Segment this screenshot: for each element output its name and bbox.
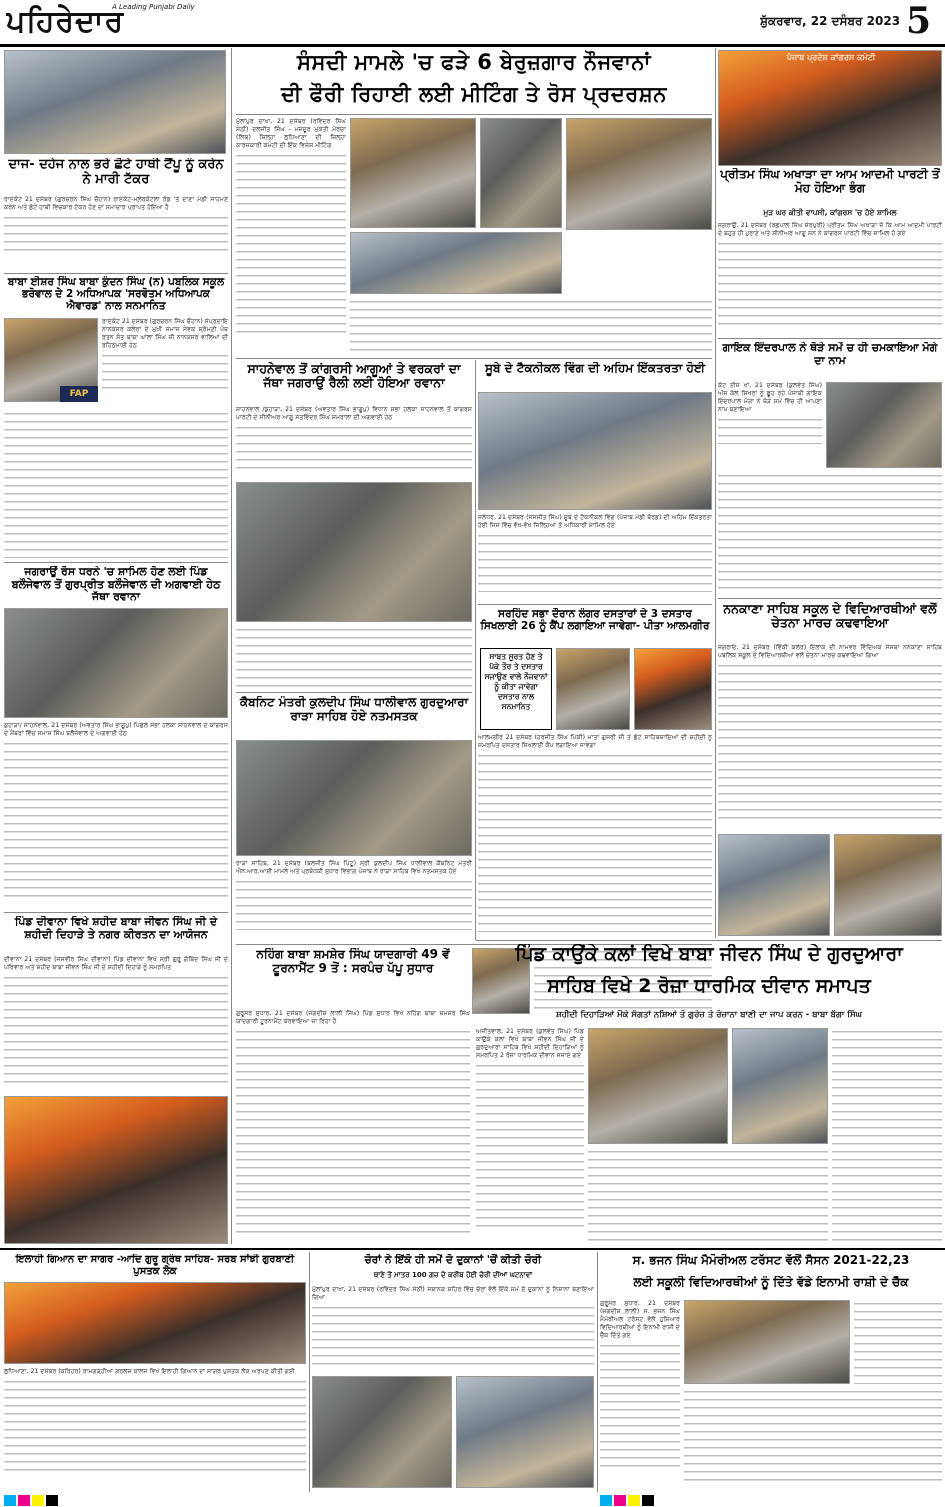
story-akhara-headline: ਪ੍ਰੀਤਮ ਸਿੰਘ ਅਖਾੜਾ ਦਾ ਆਮ ਆਦਮੀ ਪਾਰਟੀ ਤੋਂ ਮੋਹ ਹੋਇਆ ਭੰਗ bbox=[720, 168, 940, 195]
chetna-march-photo-2 bbox=[834, 834, 942, 936]
registration-marks-right bbox=[600, 1492, 680, 1506]
text-block bbox=[4, 974, 228, 1084]
story-trust-headline-line2: ਲਈ ਸਕੂਲੀ ਵਿਦਿਆਰਥੀਆਂ ਨੂੰ ਦਿੱਤੇ ਵੱਡੇ ਇਨਾਮੀ ਰਾਸ਼ੀ ਦੇ ਚੈੱਕ bbox=[633, 1276, 909, 1289]
banner-headline-line2: ਸਾਹਿਬ ਵਿਖੇ 2 ਰੋਜ਼ਾ ਧਾਰਮਿਕ ਦੀਵਾਨ ਸਮਾਪਤ bbox=[547, 976, 871, 997]
theft-shop-photo-2 bbox=[456, 1376, 594, 1488]
story-theft-headline: ਚੋਰਾਂ ਨੇ ਇੱਕੋ ਹੀ ਸਮੇਂ ਦੋ ਦੁਕਾਨਾਂ 'ਚੋਂ ਕੀਤੀ ਚੋਰੀ bbox=[364, 1254, 542, 1266]
story-tempo-body bbox=[4, 196, 228, 270]
singer-inderpal-photo bbox=[826, 382, 942, 468]
banner-headline-line1: ਪਿੰਡ ਕਾਉਂਕੇ ਕਲਾਂ ਵਿਖੇ ਬਾਬਾ ਜੀਵਨ ਸਿੰਘ ਦੇ ਗੁਰਦੁਆਰਾ bbox=[515, 944, 903, 965]
column-rule bbox=[715, 48, 716, 938]
page-number: 5 bbox=[906, 0, 932, 42]
akhara-congress-photo bbox=[718, 50, 942, 166]
text-block bbox=[478, 752, 712, 932]
masthead-logo: ਪਹਿਰੇਦਾਰ bbox=[6, 4, 125, 39]
protest-photo-3 bbox=[350, 232, 562, 294]
story-sahnewal-headline: ਸਾਹਨੇਵਾਲ ਤੋਂ ਕਾਂਗਰਸੀ ਆਗੂਆਂ ਤੇ ਵਰਕਰਾਂ ਦਾ ਜੱਥਾ ਜਗਰਾਉਂ ਰੈਲੀ ਲਈ ਹੋਇਆ ਰਵਾਨਾ bbox=[247, 362, 461, 391]
story-granth-headline: ਇਲਾਹੀ ਗਿਆਨ ਦਾ ਸਾਗਰ -ਆਦਿ ਗੁਰੂ ਗ੍ਰੰਥ ਸਾਹਿਬ- ਸਰਬ ਸਾਂਝੀ ਗੁਰਬਾਣੀ ਪੁਸਤਕ ਲੋਕ bbox=[15, 1254, 295, 1277]
jatha-group-photo bbox=[4, 608, 228, 718]
story-trust-continued bbox=[684, 1388, 942, 1486]
diwan-photo-1 bbox=[588, 1028, 728, 1144]
divider bbox=[478, 604, 712, 605]
story-minister-text: ਰਾੜਾ ਸਾਹਿਬ, 21 ਦਸੰਬਰ (ਬਲਜੀਤ ਸਿੰਘ ਪਿੰਟੂ) ਸ੍ਰੀ ਕੁਲਦੀਪ ਸਿੰਘ ਧਾਲੀਵਾਲ ਕੈਬਨਿਟ ਮੰਤਰੀ ਐਨ.ਆਰ.ਆਈ ਮਾਮਲੇ ਅਤੇ ਪ੍ਰਬੰਧਕੀ ਸੁਧਾਰ ਵਿਭਾਗ ਪੰਜਾਬ ਨੇ ਰਾੜਾ ਸਾਹਿਬ ਵਿਖੇ ਨਤਮਸਤਕ ਹੋਏ bbox=[236, 860, 472, 875]
photo-banner-text: ਪੰਜਾਬ ਪ੍ਰਦੇਸ਼ ਕਾਂਗਰਸ ਕਮੇਟੀ bbox=[786, 53, 876, 62]
text-block bbox=[236, 152, 346, 338]
column-rule bbox=[597, 1252, 598, 1492]
book-release-photo bbox=[4, 1282, 306, 1364]
text-block bbox=[476, 1062, 584, 1232]
text-block bbox=[600, 1342, 680, 1472]
story-granth-body bbox=[4, 1368, 306, 1488]
divider bbox=[4, 912, 228, 913]
protest-photo-1 bbox=[350, 118, 476, 228]
divider bbox=[476, 940, 942, 941]
congress-jatha-photo bbox=[236, 482, 472, 622]
story-sahnewal-continued bbox=[236, 626, 472, 688]
text-block bbox=[236, 1028, 470, 1236]
story-dastar-body bbox=[478, 734, 712, 940]
story-trust-headline-line1: ਸ. ਭਜਨ ਸਿੰਘ ਮੈਮੋਰੀਅਲ ਟਰੱਸਟ ਵੱਲੋਂ ਸੈਸਨ 2021-22,23 bbox=[632, 1254, 910, 1267]
story-tech-headline: ਸੂਬੇ ਦੇ ਟੈਕਨੀਕਲ ਵਿੰਗ ਦੀ ਅਹਿਮ ਇੱਕਤਰਤਾ ਹੋਈ bbox=[484, 362, 706, 375]
story-minister-body bbox=[236, 860, 472, 940]
banner-story-body bbox=[476, 1028, 584, 1244]
lead-story-text: ਮੁੱਲਾਂਪੁਰ ਦਾਖਾ, 21 ਦਸੰਬਰ (ਰਵਿੰਦਰ ਸਿੰਘ ਸੇਠੀ) ਦਲਜੀਤ ਸਿੰਘ - ਮਜ਼ਦੂਰ ਮੁਕਤੀ ਮੋਰਚਾ (ਲਿਬ) ਜ਼ਿਲ੍ਹਾ ਲੁਧਿਆਣਾ ਦੀ ਜ਼ਿਲ੍ਹਾ ਕਾਰਜਕਾਰੀ ਕਮੇਟੀ ਦੀ ਇੱਕ ਵਿਸ਼ੇਸ਼ ਮੀਟਿੰਗ bbox=[236, 118, 346, 149]
text-block bbox=[718, 416, 822, 444]
divider bbox=[236, 114, 712, 115]
protest-photo-2 bbox=[480, 118, 562, 228]
story-award-text: ਰਾਏਕੋਟ 21 ਦਸੰਬਰ (ਗੁਰਚਰਨ ਸਿੰਘ ਚੌਹਾਨ) ਸੰਪ੍ਰਦਾਇ ਨਾਨਕਸਰ ਕਲੇਰਾਂ ਦੇ ਮੁਖੀ ਸਮਾਜ ਸੇਵਕ ਸ਼੍ਰੋਮਣੀ ਪੰਥ ਰਤਨ ਸੰਤ ਬਾਬਾ ਘਾਲਾ ਸਿੰਘ ਜੀ ਨਾਨਕਸਰ ਵਾਲਿਆਂ ਦੀ ਰਹਿਨੁਮਾਈ ਹੇਠ bbox=[102, 318, 228, 349]
story-nankana-text: ਜਗਰਾਓ, 21 ਦਸੰਬਰ (ਵਿੱਕੀ ਕਲੇਰ) ਇਲਾਕੇ ਦੀ ਨਾਮਵਰ ਵਿੱਦਿਅਕ ਸੰਸਥਾ ਨਨਕਾਣਾ ਸਾਹਿਬ ਪਬਲਿਕ ਸਕੂਲ ਦੇ ਵਿਦਿਆਰਥੀਆਂ ਵਲੋਂ ਚੇਤਨਾ ਮਾਰਚ ਕਢਵਾਇਆ ਗਿਆ bbox=[718, 644, 942, 659]
story-diwana-text: ਦੀਵਾਨਾ 21 ਦਸੰਬਰ (ਜਸਵੀਰ ਸਿੰਘ ਦੀਵਾਨਾ) ਪਿੰਡ ਦੀਵਾਨਾ ਵਿਖੇ ਸ੍ਰੀ ਗੁਰੂ ਗੋਬਿੰਦ ਸਿੰਘ ਜੀ ਦੇ ਪਰਿਵਾਰ ਅਤੇ ਸ਼ਹੀਦ ਬਾਬਾ ਜੀਵਨ ਸਿੰਘ ਜੀ ਦੇ ਸ਼ਹੀਦੀ ਦਿਹਾੜੇ ਨੂੰ ਸਮਰਪਿਤ bbox=[4, 956, 228, 971]
divider bbox=[4, 273, 228, 274]
lead-headline-line2: ਦੀ ਫੌਰੀ ਰਿਹਾਈ ਲਈ ਮੀਟਿੰਗ ਤੇ ਰੋਸ ਪ੍ਰਦਰਸ਼ਨ bbox=[281, 82, 667, 106]
column-rule bbox=[475, 360, 476, 940]
dastar-person-photo-1 bbox=[556, 648, 630, 730]
story-jagraon-body bbox=[4, 722, 228, 908]
text-block bbox=[312, 1304, 594, 1366]
story-sahnewal-text: ਸਾਹਨੇਵਾਲ /ਕੁਹਾੜਾ, 21 ਦਸੰਬਰ (ਅਵਤਾਰ ਸਿੰਘ ਭਾਗੂਪੁ) ਵਿਧਾਨ ਸਭਾ ਹਲਕਾ ਸਾਹਨੇਵਾਲ ਤੋਂ ਕਾਂਗਰਸ ਪਾਰਟੀ ਦੇ ਸੀਨੀਅਰ ਆਗੂ ਸਤਵਿੰਦਰ ਸਿੰਘ ਸਮਰਾਲਾ ਦੀ ਅਗਵਾਈ ਹੇਠ bbox=[236, 406, 472, 421]
divider bbox=[4, 562, 228, 563]
story-singer-headline: ਗਾਇਕ ਇੰਦਰਪਾਲ ਨੇ ਥੋੜੇ ਸਮੇਂ ਚ ਹੀ ਚਮਕਾਇਆ ਮੋਗੇ ਦਾ ਨਾਮ bbox=[722, 342, 938, 367]
lead-story-continued bbox=[350, 298, 712, 354]
story-theft-text: ਮੁੱਲਾਂਪੁਰ ਦਾਖਾ, 21 ਦਸੰਬਰ (ਰਵਿੰਦਰ ਸਿੰਘ ਸੇਠੀ) ਸਥਾਨਕ ਸ਼ਹਿਰ ਵਿੱਚ ਚੋਰਾਂ ਵੱਲੋਂ ਇੱਕੋ ਸਮੇਂ ਦੋ ਦੁਕਾਨਾਂ ਨੂੰ ਨਿਸ਼ਾਨਾ ਬਣਾਇਆ ਗਿਆ bbox=[312, 1286, 594, 1301]
story-nankana-headline: ਨਨਕਾਣਾ ਸਾਹਿਬ ਸਕੂਲ ਦੇ ਵਿਦਿਆਰਥੀਆਂ ਵਲੋਂ ਚੇਤਨਾ ਮਾਰਚ ਕਢਵਾਇਆ bbox=[723, 602, 937, 631]
story-award-continued bbox=[4, 410, 228, 558]
masthead-rule bbox=[0, 44, 945, 47]
text-block bbox=[4, 740, 228, 900]
tempo-accident-photo bbox=[4, 50, 226, 154]
story-singer-text: ਕੋਟ ਈਸੇ ਖਾਂ, 21 ਦਸੰਬਰ (ਕੁਲਵੰਤ ਸਿੰਘ) ਅੱਜ ਕੱਲ ਸਿਖਰਾਂ ਨੂੰ ਛੂਹ ਰਹੇ ਪੰਜਾਬੀ ਗਾਇਕ ਇੰਦਰਪਾਲ ਮੋਗਾ ਨੇ ਥੋੜੇ ਸਮੇਂ ਵਿੱਚ ਹੀ ਆਪਣਾ ਨਾਮ ਬਣਾਇਆ bbox=[718, 382, 822, 413]
story-sahnewal-body bbox=[236, 406, 472, 478]
masthead-tagline: A Leading Punjabi Daily bbox=[112, 3, 195, 11]
section-rule bbox=[0, 1248, 945, 1250]
story-tournament-text: ਗੁਰੂਸਰ ਸੁਧਾਰ, 21 ਦਸੰਬਰ (ਜਗਦੀਸ਼ ਲਾਲੀ ਸਿੰਘ) ਪਿੰਡ ਸੁਧਾਰ ਵਿਖੇ ਨਹਿੰਗ ਬਾਬਾ ਸ਼ਮਸ਼ੇਰ ਸਿੰਘ ਯਾਦਗਾਰੀ ਟੂਰਨਾਮੈਂਟ ਕਰਵਾਇਆ ਜਾ ਰਿਹਾ ਹੈ bbox=[236, 1010, 470, 1025]
banner-story-continued bbox=[588, 1148, 828, 1244]
story-theft-subhead: ਥਾਣੇ ਤੋਂ ਮਾਤਰ 100 ਗਜ਼ ਦੇ ਕਰੀਬ ਹੋਈ ਚੋਰੀ ਦੀਆਂ ਘਟਨਾਵਾਂ bbox=[373, 1271, 533, 1279]
story-trust-column bbox=[854, 1300, 942, 1384]
story-dastar-headline: ਸਰਹਿੰਦ ਸਭਾ ਦੌਰਾਨ ਲੰਗਰ ਦਸਤਾਰਾਂ ਦੇ 3 ਦਸਤਾਰ ਸਿਖਲਾਈ 26 ਨੂੰ ਕੈਂਪ ਲਗਾਇਆ ਜਾਵੇਗਾ- ਪੀਤਾ ਆਲਮਗੀਰ bbox=[480, 608, 710, 633]
story-akhara-subhead: ਮੁੜ ਘਰ ਕੀਤੀ ਵਾਪਸੀ, ਕਾਂਗਰਸ 'ਚ ਹੋਏ ਸ਼ਾਮਿਲ bbox=[763, 208, 897, 217]
story-jagraon-headline: ਜਗਰਾਉਂ ਰੋਸ ਧਰਨੇ 'ਚ ਸ਼ਾਮਿਲ ਹੋਣ ਲਈ ਪਿੰਡ ਬਲੌਜੇਵਾਲ ਤੋਂ ਗੁਰਪ੍ਰੀਤ ਬਲੌਜੇਵਾਲ ਦੀ ਅਗਵਾਈ ਹੇਠ ਜੱਥਾ ਰਵਾਨਾ bbox=[11, 566, 221, 604]
trust-cheque-photo bbox=[684, 1300, 850, 1384]
story-tech-body bbox=[478, 514, 712, 600]
diwan-photo-2 bbox=[732, 1028, 828, 1144]
award-badge: FAP bbox=[60, 386, 98, 402]
story-diwana-body bbox=[4, 956, 228, 1092]
story-minister-headline: ਕੈਬਨਿਟ ਮੰਤਰੀ ਕੁਲਦੀਪ ਸਿੰਘ ਧਾਲੀਵਾਲ ਗੁਰਦੁਆਰਾ ਰਾੜਾ ਸਾਹਿਬ ਹੋਏ ਨਤਮਸਤਕ bbox=[239, 696, 469, 723]
story-singer-continued bbox=[718, 472, 942, 594]
divider bbox=[718, 338, 942, 339]
story-jagraon-text: ਕੁਹਾੜਾ/ ਸਾਹਨੇਵਾਲ, 21 ਦਸੰਬਰ (ਅਵਤਾਰ ਸਿੰਘ ਭਾਗੂਪੁ) ਪਿਛਲੇ ਸਭਾ ਹਲਕਾ ਸਾਹਨੇਵਾਲ ਦੇ ਕਾਂਗਰਸ ਦੇ ਮੈਂਬਰਾਂ ਵਿੱਚ ਸਮਾਜ ਸਿੰਘ ਬਲੌਜੇਵਾਲ ਦੇ ਅਗਵਾਈ ਹੇਠ bbox=[4, 722, 228, 737]
tech-wing-meeting-photo bbox=[478, 392, 712, 510]
lead-story-body bbox=[236, 118, 346, 354]
text-block bbox=[718, 240, 942, 326]
theft-shop-photo-1 bbox=[312, 1376, 452, 1488]
banner-story-column bbox=[832, 1028, 942, 1244]
story-award-headline: ਬਾਬਾ ਈਸ਼ਰ ਸਿੰਘ ਬਾਬਾ ਕੁੰਦਨ ਸਿੰਘ (ਨ) ਪਬਲਿਕ ਸਕੂਲ ਭਰੋਵਾਲ ਦੇ 2 ਅਧਿਆਪਕ 'ਸਰਵੋਤਮ ਅਧਿਆਪਕ ਐਵਾਰਡ' ਨਾਲ ਸਨਮਾਨਿਤ bbox=[7, 276, 225, 313]
divider bbox=[236, 692, 472, 693]
text-block bbox=[4, 1378, 306, 1474]
divider bbox=[718, 598, 942, 599]
text-block bbox=[236, 424, 472, 470]
text-block bbox=[102, 352, 228, 392]
story-dastar-text: ਆਲਮਗੀਰ 21 ਦਸੰਬਰ (ਹਰਜੀਤ ਸਿੰਘ ਪਿੰਕੀ) ਮਾਤਾ ਗੁਜਰੀ ਜੀ ਤੇ ਛੋਟੇ ਸਾਹਿਬਜ਼ਾਦਿਆਂ ਦੀ ਸ਼ਹੀਦੀ ਨੂੰ ਸਮਰਪਿਤ ਦਸਤਾਰ ਸਿਖਲਾਈ ਕੈਂਪ ਲਗਾਇਆ ਜਾਵੇਗਾ bbox=[478, 734, 712, 749]
story-granth-text: ਲੁਧਿਆਣਾ, 21 ਦਸੰਬਰ (ਕਰਿਹਰ) ਰਾਮਗੜ੍ਹੀਆ ਗਰਲਜ਼ ਕਾਲਜ ਵਿਖੇ ਇਲਾਹੀ ਗਿਆਨ ਦਾ ਸਾਗਰ ਪੁਸਤਕ ਲੋਕ ਅਰਪਣ ਕੀਤੀ ਗਈ bbox=[4, 1368, 295, 1375]
story-singer-body bbox=[718, 382, 822, 468]
dastar-person-photo-2 bbox=[634, 648, 712, 730]
column-rule bbox=[309, 1252, 310, 1492]
masthead-date: ਸ਼ੁੱਕਰਵਾਰ, 22 ਦਸੰਬਰ 2023 bbox=[760, 14, 901, 28]
text-block bbox=[478, 532, 712, 592]
story-trust-body bbox=[600, 1300, 680, 1486]
story-award-body bbox=[102, 318, 228, 406]
dastar-callout-box: ਸਾਬਤ ਸੂਰਤ ਹੋਣ ਤੇ ਪੱਕੇ ਤੌਰ ਤੇ ਦਸਤਾਰ ਸਜਾਉਣ ਵਾਲੇ ਨੌਜਵਾਨਾਂ ਨੂੰ ਕੀਤਾ ਜਾਵੇਗਾ ਦਸਤਾਰ ਨਾਲ ਸਨਮਾਨਿਤ bbox=[480, 648, 552, 730]
story-trust-text: ਗੁਰੂਸਰ ਸੁਧਾਰ, 21 ਦਸੰਬਰ (ਜਗਦੀਸ਼ ਲਾਲੀ) ਸ. ਭਜਨ ਸਿੰਘ ਮੈਮੋਰੀਅਲ ਟਰੱਸਟ ਵੱਲੋਂ ਹੁਸ਼ਿਆਰ ਵਿਦਿਆਰਥੀਆਂ ਨੂੰ ਇਨਾਮੀ ਰਾਸ਼ੀ ਦੇ ਚੈੱਕ ਦਿੱਤੇ ਗਏ bbox=[600, 1300, 680, 1339]
text-block bbox=[236, 878, 472, 930]
column-rule bbox=[231, 48, 232, 1244]
story-tournament-headline: ਨਹਿੰਗ ਬਾਬਾ ਸ਼ਮਸ਼ੇਰ ਸਿੰਘ ਯਾਦਗਾਰੀ 49 ਵੇਂ ਟੂਰਨਾਮੈਂਟ 9 ਤੋਂ : ਸਰਪੰਚ ਪੱਪੂ ਸੁਧਾਰ bbox=[256, 948, 450, 975]
minister-visit-photo bbox=[236, 740, 472, 856]
text-block bbox=[4, 214, 228, 254]
chetna-march-photo-1 bbox=[718, 834, 830, 936]
story-tech-text: ਜਲੰਧਰ, 21 ਦਸੰਬਰ (ਜਸਜੀਤ ਸਿੰਘ) ਸੂਬੇ ਦੇ ਟੈਕਨੀਕਲ ਵਿੰਗ (ਪੰਜਾਬ ਮੰਡੀ ਬੋਰਡ) ਦੀ ਅਹਿਮ ਇੱਕਤਰਤਾ ਹੋਈ ਜਿਸ ਵਿੱਚ ਵੱਖ-ਵੱਖ ਜ਼ਿਲ੍ਹਿਆਂ ਤੋਂ ਅਧਿਕਾਰੀ ਸ਼ਾਮਿਲ ਹੋਏ bbox=[478, 514, 712, 529]
banner-subhead: ਸ਼ਹੀਦੀ ਦਿਹਾੜਿਆਂ ਮੌਕੇ ਸੰਗਤਾਂ ਨਸ਼ਿਆਂ ਤੋ ਗੁਰੇਜ਼ ਤੇ ਰੋਜ਼ਾਨਾ ਬਾਣੀ ਦਾ ਜਾਪ ਕਰਨ - ਬਾਬਾ ਬੱਗਾ ਸਿੰਘ bbox=[555, 1010, 863, 1020]
text-block bbox=[718, 662, 942, 822]
registration-marks-left bbox=[4, 1492, 84, 1506]
story-akhara-text: ਜਗਰਾਉਂ, 21 ਦਸੰਬਰ (ਰਛਪਾਲ ਸਿੰਘ ਸ਼ੇਰਪੁਰੀ) ਪ੍ਰੀਤਮ ਸਿੰਘ ਅਖਾੜਾ ਜੋ ਕਿ ਆਮ ਆਦਮੀ ਪਾਰਟੀ ਦੇ ਬਹੁਤ ਹੀ ਪੁਰਾਣੇ ਅਤੇ ਸੀਨੀਅਰ ਆਗੂ ਸਨ ਨੇ ਕਾਂਗਰਸ ਪਾਰਟੀ ਵਿੱਚ ਸ਼ਾਮਿਲ ਹੋ ਗਏ bbox=[718, 222, 942, 237]
protest-photo-4 bbox=[566, 118, 712, 230]
story-tournament-body bbox=[236, 1010, 470, 1244]
story-akhara-body bbox=[718, 222, 942, 334]
lead-headline-line1: ਸੰਸਦੀ ਮਾਮਲੇ 'ਚ ਫੜੇ 6 ਬੇਰੁਜ਼ਗਾਰ ਨੌਜਵਾਨਾਂ bbox=[296, 50, 652, 74]
story-nankana-body bbox=[718, 644, 942, 830]
story-tempo-text: ਰਾਏਕੋਟ 21 ਦਸੰਬਰ (ਗੁਰਚਰਨ ਸਿੰਘ ਚੌਹਾਨ) ਰਾਏਕੋਟ-ਮਲੇਰਕੋਟਲਾ ਰੋਡ 'ਤੇ ਦਾਣਾ ਮੰਡੀ ਸਾਹਮਣੇ ਕਰੇਨ ਅਤੇ ਛੋਟੇ ਹਾਥੀ ਵਿਚਕਾਰ ਟੱਕਰ ਹੋਣ ਦਾ ਸਮਾਚਾਰ ਪ੍ਰਾਪਤ ਹੋਇਆ ਹੈ bbox=[4, 196, 228, 211]
story-tempo-headline: ਦਾਜ- ਦਹੇਜ ਨਾਲ ਭਰੇ ਛੋਟੇ ਹਾਥੀ ਟੈਂਪੂ ਨੂੰ ਕਰੇਨ ਨੇ ਮਾਰੀ ਟੱਕਰ bbox=[8, 158, 224, 187]
nagar-kirtan-photo bbox=[4, 1096, 228, 1244]
masthead bbox=[0, 0, 945, 46]
story-diwana-headline: ਪਿੰਡ ਦੀਵਾਨਾ ਵਿਖੇ ਸ਼ਹੀਦ ਬਾਬਾ ਜੀਵਨ ਸਿੰਘ ਜੀ ਦੇ ਸ਼ਹੀਦੀ ਦਿਹਾੜੇ ਤੇ ਨਗਰ ਕੀਰਤਨ ਦਾ ਆਯੋਜਨ bbox=[14, 916, 218, 941]
story-theft-body bbox=[312, 1286, 594, 1372]
banner-story-text: ਅਜੀਤਵਾਲ, 21 ਦਸੰਬਰ (ਕੁਲਵੰਤ ਸਿੰਘ) ਪਿੰਡ ਕਾਉਂਕੇ ਕਲਾਂ ਵਿਖੇ ਬਾਬਾ ਜੀਵਨ ਸਿੰਘ ਜੀ ਦੇ ਗੁਰਦੁਆਰਾ ਸਾਹਿਬ ਵਿਖੇ ਸ਼ਹੀਦੀ ਦਿਹਾੜਿਆਂ ਨੂੰ ਸਮਰਪਿਤ 2 ਰੋਜ਼ਾ ਧਾਰਮਿਕ ਦੀਵਾਨ ਸਜਾਏ ਗਏ bbox=[476, 1028, 584, 1059]
divider bbox=[236, 358, 712, 359]
